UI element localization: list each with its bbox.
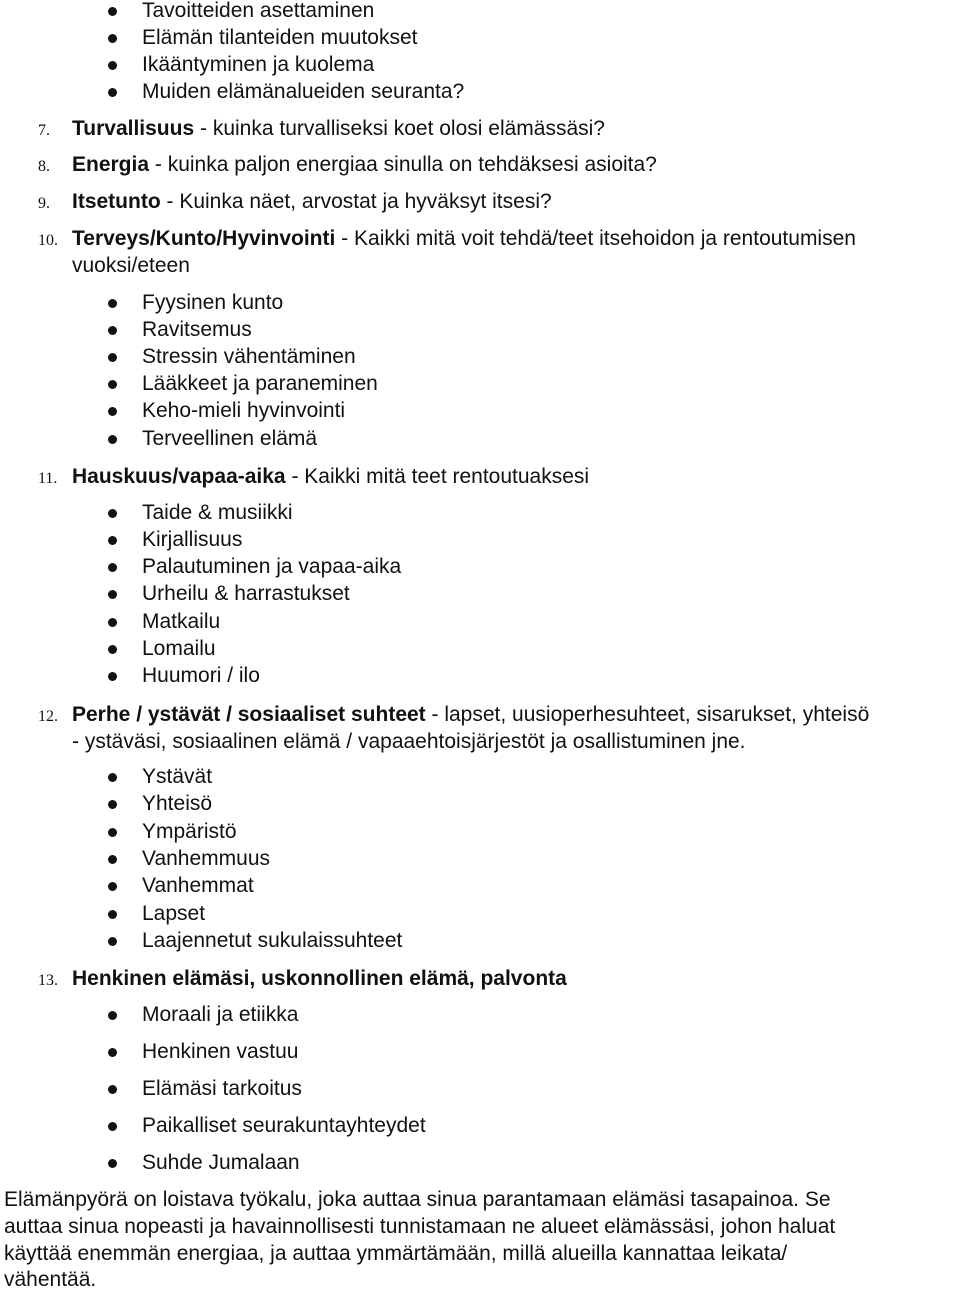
closing-paragraph-line: auttaa sinua nopeasti ja havainnollisesti tunnistamaan ne alueet elämässäsi, johon haluat xyxy=(4,1215,836,1238)
bullet-icon xyxy=(108,353,117,362)
bullet-icon xyxy=(108,536,117,545)
bullet-icon xyxy=(108,299,117,308)
section-number: 13. xyxy=(38,972,58,989)
bullet-icon xyxy=(108,61,117,70)
bullet-icon xyxy=(108,1085,117,1094)
bullet-icon xyxy=(108,645,117,654)
section-heading: Energia - kuinka paljon energiaa sinulla on tehdäksesi asioita? xyxy=(72,153,657,176)
bullet-icon xyxy=(108,773,117,782)
section-heading: Perhe / ystävät / sosiaaliset suhteet - lapset, uusioperhesuhteet, sisarukset, yhteisö xyxy=(72,703,870,726)
section-heading-continued: - ystäväsi, sosiaalinen elämä / vapaaehtoisjärjestöt ja osallistuminen jne. xyxy=(72,730,746,753)
bullet-icon xyxy=(108,88,117,97)
section-heading: Henkinen elämäsi, uskonnollinen elämä, palvonta xyxy=(72,967,567,990)
section-number: 11. xyxy=(38,470,58,487)
bullet-icon xyxy=(108,1122,117,1131)
bullet-icon xyxy=(108,7,117,16)
section-number: 10. xyxy=(38,232,58,249)
section-number: 8. xyxy=(38,158,50,175)
bullet-icon xyxy=(108,563,117,572)
bullet-icon xyxy=(108,509,117,518)
section-heading: Turvallisuus - kuinka turvalliseksi koet olosi elämässäsi? xyxy=(72,117,605,140)
bullet-icon xyxy=(108,407,117,416)
section-number: 9. xyxy=(38,195,50,212)
section-heading-continued: vuoksi/eteen xyxy=(72,254,190,277)
bullet-icon xyxy=(108,326,117,335)
bullet-icon xyxy=(108,855,117,864)
bullet-icon xyxy=(108,1159,117,1168)
bullet-icon xyxy=(108,1011,117,1020)
bullet-icon xyxy=(108,882,117,891)
section-heading: Terveys/Kunto/Hyvinvointi - Kaikki mitä voit tehdä/teet itsehoidon ja rentoutumisen xyxy=(72,227,856,250)
bullet-icon xyxy=(108,937,117,946)
section-number: 12. xyxy=(38,708,58,725)
bullet-icon xyxy=(108,672,117,681)
bullet-icon xyxy=(108,800,117,809)
section-heading: Hauskuus/vapaa-aika - Kaikki mitä teet rentoutuaksesi xyxy=(72,465,590,488)
bullet-icon xyxy=(108,34,117,43)
bullet-icon xyxy=(108,1048,117,1057)
bullet-icon xyxy=(108,590,117,599)
closing-paragraph-line: vähentää. xyxy=(4,1268,97,1291)
bullet-icon xyxy=(108,910,117,919)
bullet-icon xyxy=(108,435,117,444)
bullet-icon xyxy=(108,828,117,837)
section-number: 7. xyxy=(38,122,50,139)
closing-paragraph-line: Elämänpyörä on loistava työkalu, joka auttaa sinua parantamaan elämäsi tasapainoa. Se xyxy=(4,1188,831,1211)
bullet-icon xyxy=(108,618,117,627)
closing-paragraph-line: käyttää enemmän energiaa, ja auttaa ymmärtämään, millä alueilla kannattaa leikata/ xyxy=(4,1242,788,1265)
section-heading: Itsetunto - Kuinka näet, arvostat ja hyväksyt itsesi? xyxy=(72,190,552,213)
bullet-icon xyxy=(108,380,117,389)
